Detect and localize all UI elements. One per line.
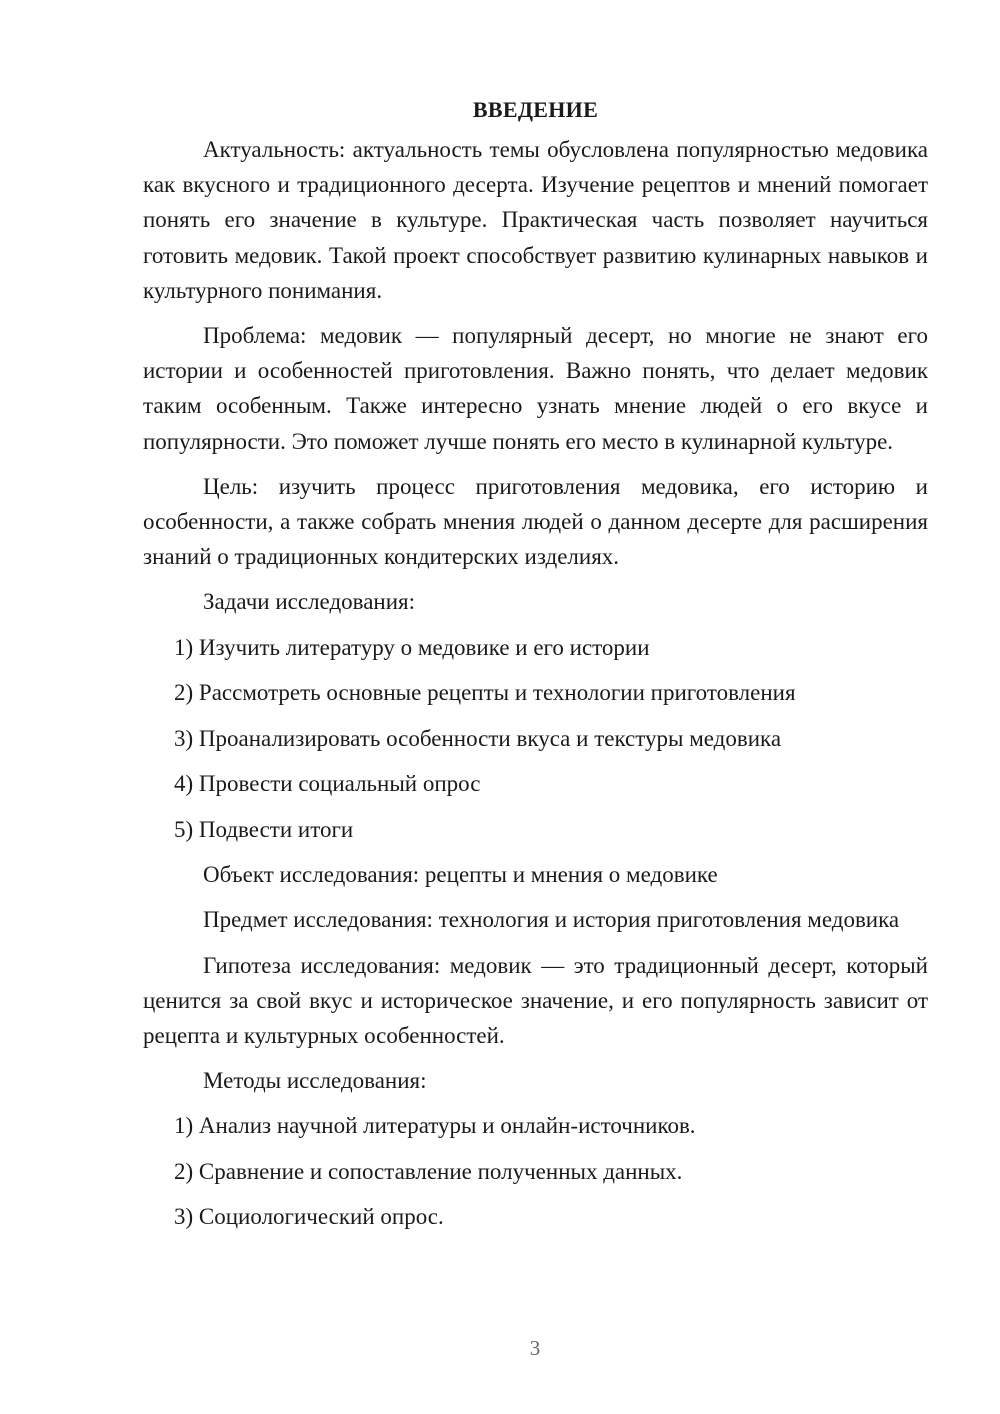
page-number: 3 xyxy=(529,1336,541,1360)
problem-paragraph: Проблема: медовик — популярный десерт, но многие не знают его истории и особенностей приготовления. Важно понять, что делает медовик таким особенным. Также интересно узнать мнение людей о его вкусе и популярности. Это поможет лучше понять его место в кулинарной культуре. xyxy=(143,323,928,454)
tasks-list xyxy=(143,630,928,847)
page-content xyxy=(143,92,928,1245)
section-title: ВВЕДЕНИЕ xyxy=(472,97,599,122)
list-item: 4) Провести социальный опрос xyxy=(174,771,481,797)
list-item: 2) Рассмотреть основные рецепты и технологии приготовления xyxy=(174,680,796,706)
list-item: 3) Социологический опрос. xyxy=(174,1204,444,1230)
list-item: 2) Сравнение и сопоставление полученных данных. xyxy=(174,1158,683,1184)
hypothesis-paragraph: Гипотеза исследования: медовик — это традиционный десерт, который ценится за свой вкус и историческое значение, и его популярность зависит от рецепта и культурных особенностей. xyxy=(143,952,928,1048)
relevance-paragraph: Актуальность: актуальность темы обусловлена популярностью медовика как вкусного и традиционного десерта. Изучение рецептов и мнений помогает понять его значение в культуре. Практическая часть позволяет научиться готовить медовик. Такой проект способствует развитию кулинарных навыков и культурного понимания. xyxy=(143,137,928,303)
subject-paragraph: Предмет исследования: технология и история приготовления медовика xyxy=(203,907,900,933)
object-paragraph: Объект исследования: рецепты и мнения о медовике xyxy=(203,862,718,888)
list-item: 3) Проанализировать особенности вкуса и текстуры медовика xyxy=(174,725,782,751)
list-item: 1) Анализ научной литературы и онлайн-источников. xyxy=(174,1113,696,1139)
methods-list xyxy=(143,1108,928,1234)
list-item: 5) Подвести итоги xyxy=(174,816,354,842)
list-item: 1) Изучить литературу о медовике и его истории xyxy=(174,634,650,660)
goal-paragraph: Цель: изучить процесс приготовления медовика, его историю и особенности, а также собрать мнения людей о данном десерте для расширения знаний о традиционных кондитерских изделиях. xyxy=(143,473,928,570)
methods-heading: Методы исследования: xyxy=(203,1068,427,1094)
tasks-heading: Задачи исследования: xyxy=(203,589,416,615)
